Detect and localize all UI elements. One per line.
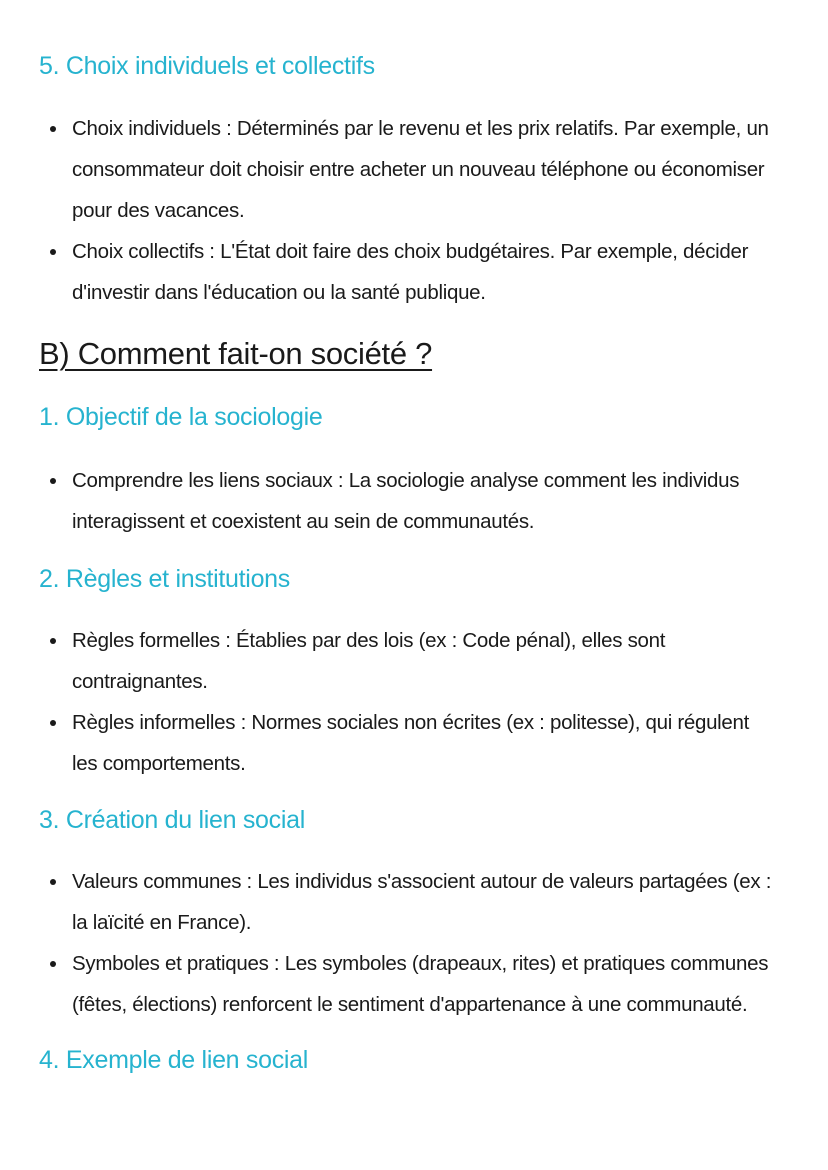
part-heading-b: B) Comment fait-on société ? [39,336,433,371]
section-heading-sociologie: 1. Objectif de la sociologie [39,403,323,431]
list-item: Choix individuels : Déterminés par le revenu et les prix relatifs. Par exemple, un consommateur doit choisir entre acheter un nouveau téléphone ou économiser pour des vacances. [0,108,777,231]
list-item: Comprendre les liens sociaux : La sociologie analyse comment les individus interagissent et coexistent au sein de communautés. [0,460,777,542]
list-item: Règles formelles : Établies par des lois (ex : Code pénal), elles sont contraignantes. [0,620,777,702]
bullet-list-lien-social [0,861,777,1025]
list-item: Choix collectifs : L'État doit faire des choix budgétaires. Par exemple, décider d'investir dans l'éducation ou la santé publique. [0,231,777,313]
list-item: Règles informelles : Normes sociales non écrites (ex : politesse), qui régulent les comportements. [0,702,777,784]
section-heading-lien-social: 3. Création du lien social [39,806,305,834]
section-heading-regles: 2. Règles et institutions [39,565,290,593]
bullet-list-regles [0,620,777,784]
section-heading-choix: 5. Choix individuels et collectifs [39,52,375,80]
bullet-list-choix [0,108,777,313]
list-item: Valeurs communes : Les individus s'associent autour de valeurs partagées (ex : la laïcité en France). [0,861,777,943]
list-item: Symboles et pratiques : Les symboles (drapeaux, rites) et pratiques communes (fêtes, élections) renforcent le sentiment d'appartenance à une communauté. [0,943,777,1025]
bullet-list-sociologie [0,460,777,542]
section-heading-exemple: 4. Exemple de lien social [39,1046,309,1074]
